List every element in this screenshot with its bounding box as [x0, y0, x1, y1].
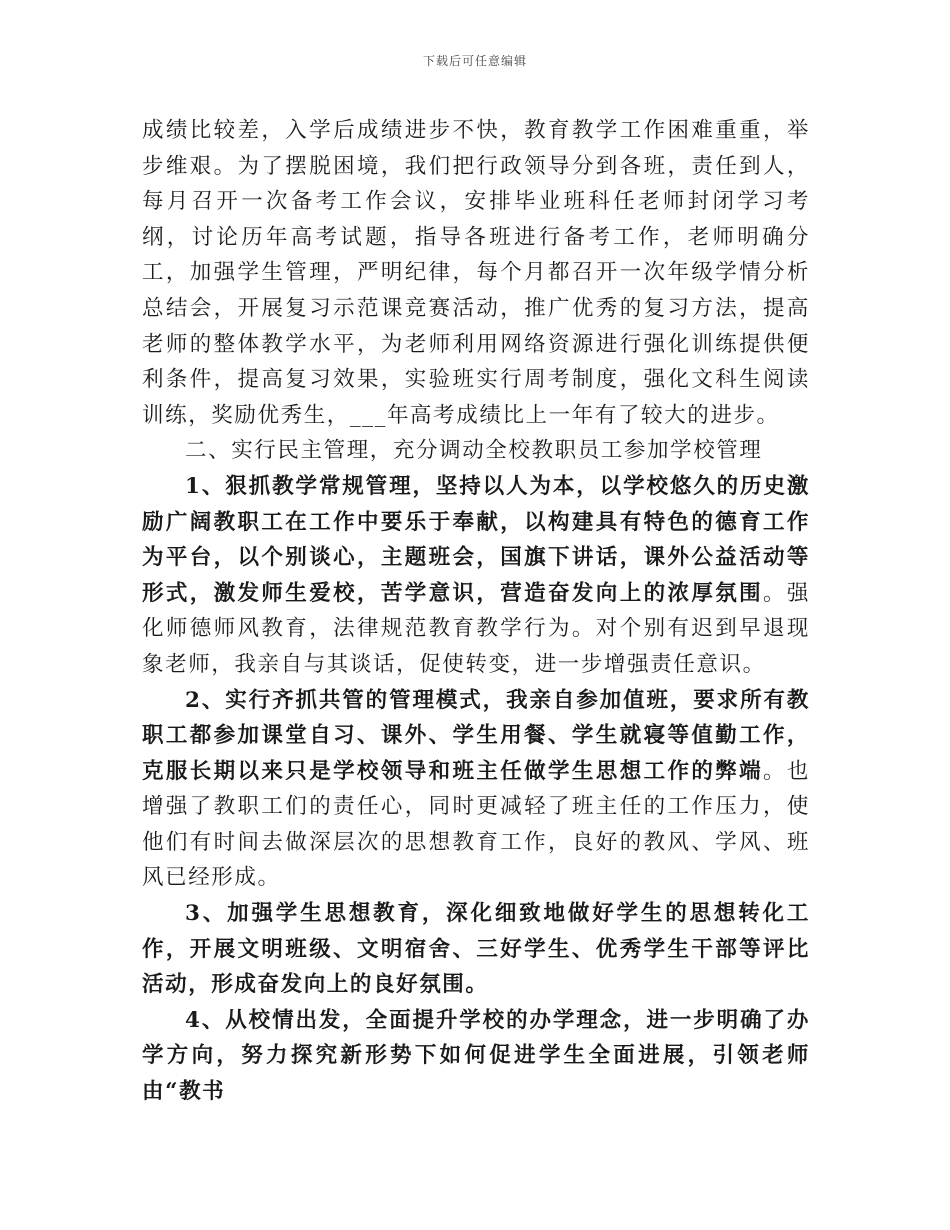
paragraph-item-1-plain: 。强化师德师风教育，法律规范教育教学行为。对个别有迟到早退现象老师，我亲自与其谈话，促使转变，进一步增强责任意识。 — [142, 580, 811, 677]
paragraph-item-2 — [142, 683, 810, 897]
document-body — [142, 113, 810, 1110]
paragraph-item-1 — [142, 469, 810, 683]
paragraph-item-4: 4、从校情出发，全面提升学校的办学理念，进一步明确了办学方向，努力探究新形势下如何促进学生全面进展，引领老师由“教书 — [142, 1007, 810, 1105]
paragraph-item-2-plain: 。也增强了教职工们的责任心，同时更减轻了班主任的工作压力，使他们有时间去做深层次的思想教育工作，良好的教风、学风、班风已经形成。 — [142, 758, 811, 891]
paragraph-item-2-bold: 2、实行齐抓共管的管理模式，我亲自参加值班，要求所有教职工都参加课堂自习、课外、学生用餐、学生就寝等值勤工作，克服长期以来只是学校领导和班主任做学生思想工作的弊端 — [142, 687, 810, 784]
paragraph-item-3: 3、加强学生思想教育，深化细致地做好学生的思想转化工作，开展文明班级、文明宿舍、三好学生、优秀学生干部等评比活动，形成奋发向上的良好氛围。 — [142, 901, 810, 998]
paragraph-intro: 成绩比较差，入学后成绩进步不快，教育教学工作困难重重，举步维艰。为了摆脱困境，我们把行政领导分到各班，责任到人，每月召开一次备考工作会议，安排毕业班科任老师封闭学习考纲，讨论历年高考试题，指导各班进行备考工作，老师明确分工，加强学生管理，严明纪律，每个月都召开一次年级学情分析总结会，开展复习示范课竞赛活动，推广优秀的复习方法，提高老师的整体教学水平，为老师利用网络资源进行强化训练提供便利条件，提高复习效果，实验班实行周考制度，强化文科生阅读训练，奖励优秀生，___年高考成绩比上一年有了较大的进步。 — [142, 118, 810, 428]
section-heading: 二、实行民主管理，充分调动全校教职员工参加学校管理 — [185, 438, 763, 464]
page-header: 下载后可任意编辑 — [422, 54, 527, 68]
paragraph-item-1-bold: 1、狠抓教学常规管理，坚持以人为本，以学校悠久的历史激励广阔教职工在工作中要乐于奉献，以构建具有特色的德育工作为平台，以个别谈心，主题班会，国旗下讲话，课外公益活动等形式，激发师生爱校，苦学意识，营造奋发向上的浓厚氛围 — [142, 473, 810, 606]
